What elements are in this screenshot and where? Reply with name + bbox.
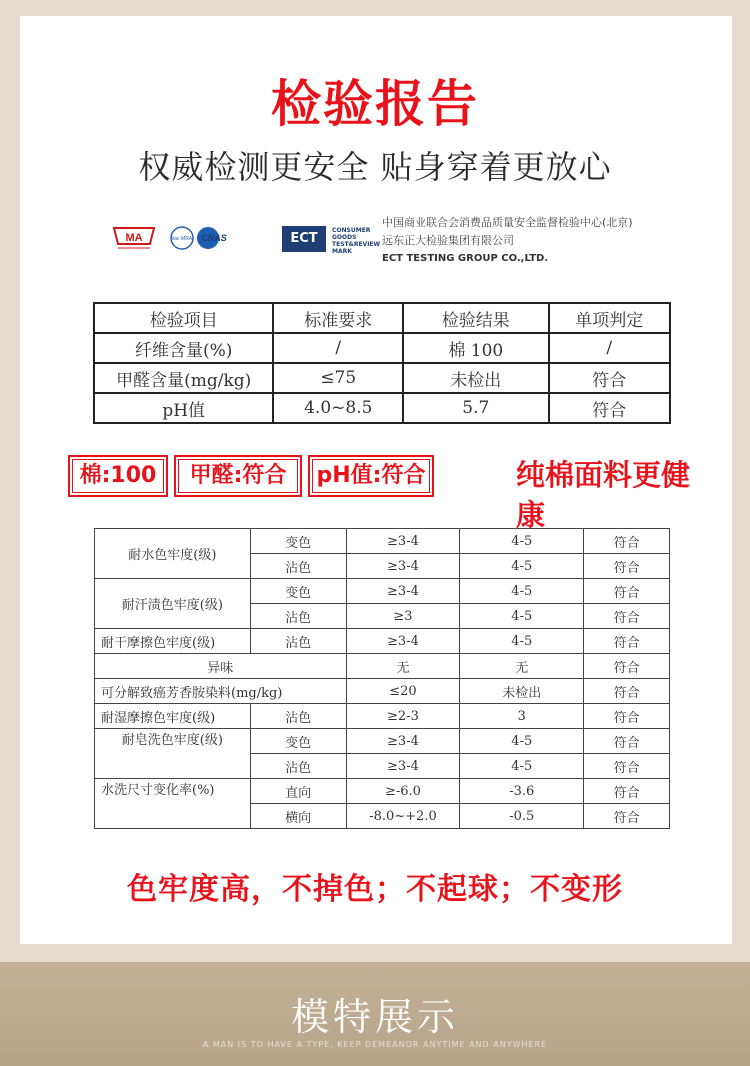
judgement-cell: 符合: [584, 704, 670, 729]
sub-item-cell: 变色: [250, 729, 346, 754]
header-cell: 单项判定: [549, 303, 670, 333]
table-cell: 4.0~8.5: [273, 393, 403, 423]
result-cell: 4-5: [460, 754, 584, 779]
table-cell: 纤维含量(%): [94, 333, 273, 363]
sub-item-cell: 沾色: [250, 604, 346, 629]
org-name-cn-1: 中国商业联合会消费品质量安全监督检验中心(北京): [382, 216, 633, 229]
highlight-badges: [68, 455, 708, 532]
quality-slogan: 色牢度高，不掉色；不起球；不变形: [127, 872, 623, 907]
table-cell: 未检出: [403, 363, 548, 393]
testing-organization: [382, 214, 633, 268]
table-row: [95, 729, 670, 754]
judgement-cell: 符合: [584, 579, 670, 604]
table-header-row: [94, 303, 670, 333]
requirement-cell: 无: [346, 654, 460, 679]
requirement-cell: ≥3-4: [346, 729, 460, 754]
judgement-cell: 符合: [584, 754, 670, 779]
item-cell: 水洗尺寸变化率(%): [95, 779, 251, 829]
sub-item-cell: 直向: [250, 779, 346, 804]
result-cell: 未检出: [460, 679, 584, 704]
judgement-cell: 符合: [584, 604, 670, 629]
table-cell: 符合: [549, 393, 670, 423]
table-row: [95, 529, 670, 554]
item-cell: 耐汗渍色牢度(级): [95, 579, 251, 629]
item-cell: 耐皂洗色牢度(级): [95, 729, 251, 779]
table-cell: 甲醛含量(mg/kg): [94, 363, 273, 393]
table-row: [94, 393, 670, 423]
table-cell: /: [549, 333, 670, 363]
sub-item-cell: 变色: [250, 579, 346, 604]
requirement-cell: -8.0~+2.0: [346, 804, 460, 829]
report-title: 检验报告: [271, 75, 479, 133]
result-cell: 3: [460, 704, 584, 729]
color-fastness-table: [94, 528, 670, 829]
cotton-badge: 棉:100: [68, 455, 168, 497]
ect-logo-note: CONSUMER GOODS TEST&REVIEW MARK: [332, 227, 381, 255]
table-cell: /: [273, 333, 403, 363]
ma-logo-text: MA: [125, 232, 143, 244]
table-cell: 符合: [549, 363, 670, 393]
judgement-cell: 符合: [584, 654, 670, 679]
org-name-cn-2: 远东正大检验集团有限公司: [382, 234, 514, 247]
result-cell: -3.6: [460, 779, 584, 804]
sub-item-cell: 横向: [250, 804, 346, 829]
judgement-cell: 符合: [584, 729, 670, 754]
sub-item-cell: 沾色: [250, 629, 346, 654]
item-cell: 耐湿摩擦色牢度(级): [95, 704, 251, 729]
table-row: [95, 679, 670, 704]
item-cell: 可分解致癌芳香胺染料(mg/kg): [95, 679, 347, 704]
table-row: [95, 654, 670, 679]
org-name-en: ECT TESTING GROUP CO.,LTD.: [382, 253, 549, 264]
ilac-logo-text: ilac·MRA: [171, 236, 193, 242]
table-cell: 棉 100: [403, 333, 548, 363]
item-cell: 异味: [95, 654, 347, 679]
ilac-cnas-logo-icon: [168, 222, 234, 254]
header-cell: 检验结果: [403, 303, 548, 333]
table-cell: pH值: [94, 393, 273, 423]
ect-logo: ECT: [282, 226, 326, 252]
result-cell: 4-5: [460, 579, 584, 604]
table-row: [95, 579, 670, 604]
result-cell: 4-5: [460, 529, 584, 554]
judgement-cell: 符合: [584, 629, 670, 654]
item-cell: 耐水色牢度(级): [95, 529, 251, 579]
result-cell: 4-5: [460, 604, 584, 629]
header-cell: 标准要求: [273, 303, 403, 333]
table-row: [94, 363, 670, 393]
judgement-cell: 符合: [584, 679, 670, 704]
requirement-cell: ≤20: [346, 679, 460, 704]
result-cell: 4-5: [460, 629, 584, 654]
judgement-cell: 符合: [584, 779, 670, 804]
requirement-cell: ≥3-4: [346, 629, 460, 654]
requirement-cell: ≥3: [346, 604, 460, 629]
result-cell: 4-5: [460, 554, 584, 579]
requirement-cell: ≥3-4: [346, 754, 460, 779]
sub-item-cell: 沾色: [250, 554, 346, 579]
result-cell: -0.5: [460, 804, 584, 829]
model-section-title: 模特展示: [290, 995, 459, 1039]
judgement-cell: 符合: [584, 554, 670, 579]
certification-logos: [110, 214, 670, 264]
requirement-cell: ≥3-4: [346, 529, 460, 554]
result-cell: 无: [460, 654, 584, 679]
sub-item-cell: 沾色: [250, 754, 346, 779]
table-cell: ≤75: [273, 363, 403, 393]
basic-test-table: [93, 302, 671, 424]
judgement-cell: 符合: [584, 529, 670, 554]
requirement-cell: ≥-6.0: [346, 779, 460, 804]
ma-logo-icon: [110, 224, 158, 252]
report-subtitle: 权威检测更安全 贴身穿着更放心: [138, 148, 612, 186]
model-section-banner: [0, 962, 750, 1066]
sub-item-cell: 变色: [250, 529, 346, 554]
item-cell: 耐干摩擦色牢度(级): [95, 629, 251, 654]
table-row: [95, 629, 670, 654]
header-cell: 检验项目: [94, 303, 273, 333]
table-cell: 5.7: [403, 393, 548, 423]
ph-badge: pH值:符合: [308, 455, 434, 497]
result-cell: 4-5: [460, 729, 584, 754]
table-row: [95, 779, 670, 804]
judgement-cell: 符合: [584, 804, 670, 829]
requirement-cell: ≥3-4: [346, 554, 460, 579]
requirement-cell: ≥2-3: [346, 704, 460, 729]
cotton-slogan: 纯棉面料更健康: [516, 458, 691, 532]
sub-item-cell: 沾色: [250, 704, 346, 729]
table-row: [94, 333, 670, 363]
model-section-subtitle: A MAN IS TO HAVE A TYPE, KEEP DEMEANOR ANYTIME AND ANYWHERE: [202, 1040, 548, 1049]
table-row: [95, 704, 670, 729]
cnas-logo-text: CNAS: [201, 233, 227, 243]
requirement-cell: ≥3-4: [346, 579, 460, 604]
formaldehyde-badge: 甲醛:符合: [174, 455, 302, 497]
